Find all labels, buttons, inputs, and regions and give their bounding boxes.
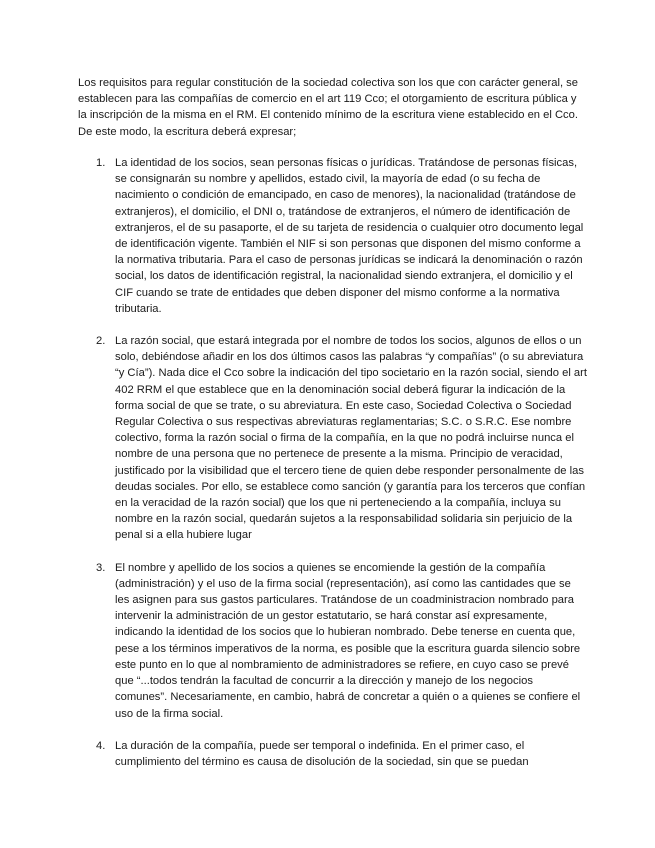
- list-item-number: 2.: [96, 335, 106, 348]
- list-item: [78, 560, 588, 722]
- list-item-number: 3.: [96, 561, 106, 574]
- requirements-list: [78, 155, 588, 786]
- list-item: [78, 155, 588, 317]
- list-item-text: La duración de la compañía, puede ser temporal o indefinida. En el primer caso, el cumplimiento del término es causa de disolución de la sociedad, sin que se puedan: [115, 739, 529, 768]
- intro-paragraph: Los requisitos para regular constitución de la sociedad colectiva son los que con carácter general, se establecen para las compañías de comercio en el art 119 Cco; el otorgamiento de escritura pública y la inscripción de la misma en el RM. El contenido mínimo de la escritura viene establecido en el Cco. De este modo, la escritura deberá expresar;: [78, 77, 578, 138]
- list-item-text: La identidad de los socios, sean personas físicas o jurídicas. Tratándose de personas físicas, se consignarán su nombre y apellidos, estado civil, la mayoría de edad (o su fecha de nacimiento o condición de emancipado, en caso de menores), la nacionalidad (tratándose de extranjeros), el domicilio, el DNI o, tratándose de extranjeros, el número de identificación de extranjeros, el de su pasaporte, el de su tarjeta de residencia o cualquier otro documento legal de identificación vigente. También el NIF si son personas que disponen del mismo conforme a la normativa tributaria. Para el caso de personas jurídicas se indicará la denominación o razón social, los datos de identificación registral, la nacionalidad siendo extranjera, el domicilio y el CIF cuando se trate de entidades que deben disponer del mismo conforme a la normativa tributaria.: [115, 157, 584, 315]
- list-item: [78, 333, 588, 544]
- list-item-number: 4.: [96, 739, 106, 752]
- list-item-number: 1.: [96, 157, 106, 169]
- list-item: [78, 738, 588, 770]
- list-item-text: La razón social, que estará integrada por el nombre de todos los socios, algunos de ellos o un solo, debiéndose añadir en los dos últimos casos las palabras “y compañías” (o su abreviatura “y Cía”). Nada dice el Cco sobre la indicación del tipo societario en la razón social, siendo el art 402 RRM el que establece que en la denominación social deberá figurar la indicación de la forma social de que se trate, o su abreviatura. En este caso, Sociedad Colectiva o Sociedad Regular Colectiva o sus respectivas abreviaturas reglamentarias; S.C. o S.R.C. Ese nombre colectivo, forma la razón social o firma de la compañía, en la que no podrá incluirse nunca el nombre de una persona que no pertenece de presente a la misma. Principio de veracidad, justificado por la visibilidad que el tercero tiene de quien debe responder personalmente de las deudas sociales. Por ello, se establece como sanción (y garantía para los terceros que confían en la veracidad de la razón social) que los que ni perteneciendo a la compañía, incluya su nombre en la razón social, quedarán sujetos a la responsabilidad solidaria sin perjuicio de la penal si a ella hubiere lugar: [115, 335, 587, 542]
- list-item-text: El nombre y apellido de los socios a quienes se encomiende la gestión de la compañía (administración) y el uso de la firma social (representación), así como las cantidades que se les asignen para sus gastos particulares. Tratándose de un coadministracion nombrado para intervenir la administración de un gestor estatutario, se hará constar así expresamente, indicando la identidad de los socios que lo hubieran nombrado. Debe tenerse en cuenta que, pese a los términos imperativos de la norma, es posible que la escritura guarda silencio sobre este punto en lo que al nombramiento de administradores se refiere, en cuyo caso se prevé que “...todos tendrán la facultad de concurrir a la dirección y manejo de los negocios comunes”. Necesariamente, en cambio, habrá de concretar a quién o a quienes se confiere el uso de la firma social.: [115, 561, 581, 720]
